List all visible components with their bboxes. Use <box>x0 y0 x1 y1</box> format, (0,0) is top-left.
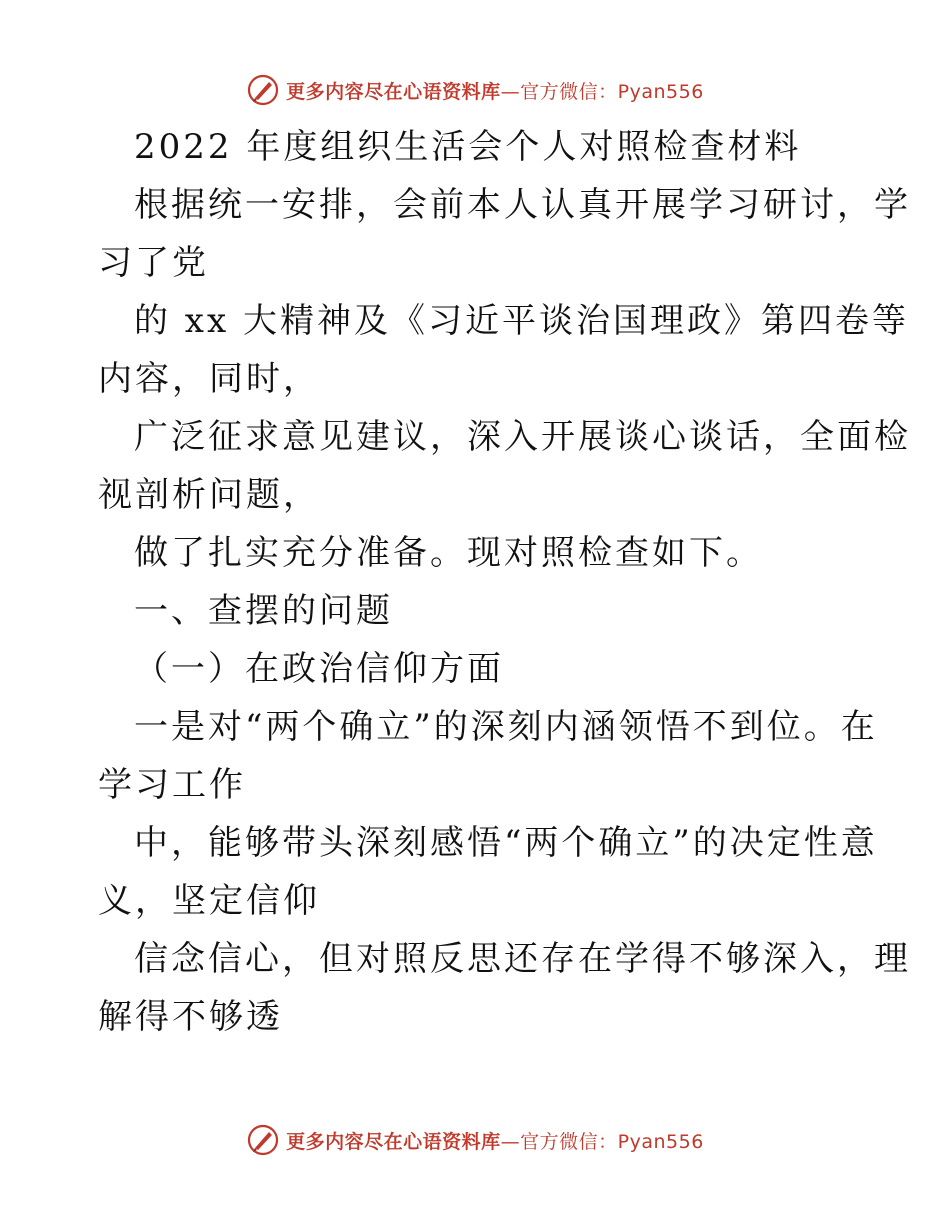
section-heading: 一、查摆的问题 <box>134 591 393 631</box>
paragraph-line: 中，能够带头深刻感悟“两个确立”的决定性意 <box>134 823 878 863</box>
watermark-prefix: 更多内容尽在心语资料库 <box>286 80 501 103</box>
watermark-prefix: 更多内容尽在心语资料库 <box>286 1130 501 1153</box>
paragraph-line: 做了扎实充分准备。现对照检查如下。 <box>134 533 763 573</box>
quill-pen-icon <box>246 1123 280 1157</box>
document-title: 2022 年度组织生活会个人对照检查材料 <box>134 127 802 167</box>
paragraph-line: 学习工作 <box>98 765 246 805</box>
watermark-text <box>286 1127 704 1154</box>
paragraph-line: 习了党 <box>98 243 209 283</box>
paragraph-line: 广泛征求意见建议，深入开展谈心谈话，全面检 <box>134 417 911 457</box>
paragraph-line: 根据统一安排，会前本人认真开展学习研讨，学 <box>134 185 911 225</box>
paragraph-line: 义，坚定信仰 <box>98 881 320 921</box>
paragraph-line: 的 xx 大精神及《习近平谈治国理政》第四卷等 <box>134 301 909 341</box>
paragraph-line: 一是对“两个确立”的深刻内涵领悟不到位。在 <box>134 707 878 747</box>
paragraph-line: 解得不够透 <box>98 997 283 1037</box>
subsection-heading: （一）在政治信仰方面 <box>134 649 504 689</box>
paragraph-line: 内容，同时， <box>98 359 320 399</box>
watermark-suffix: —官方微信：Pyan556 <box>500 1130 704 1153</box>
header-watermark <box>0 70 950 110</box>
document-body <box>98 118 911 1046</box>
footer-watermark <box>0 1120 950 1160</box>
watermark-suffix: —官方微信：Pyan556 <box>500 80 704 103</box>
paragraph-line: 视剖析问题， <box>98 475 320 515</box>
quill-pen-icon <box>246 73 280 107</box>
watermark-text <box>286 77 704 104</box>
paragraph-line: 信念信心，但对照反思还存在学得不够深入，理 <box>134 939 911 979</box>
